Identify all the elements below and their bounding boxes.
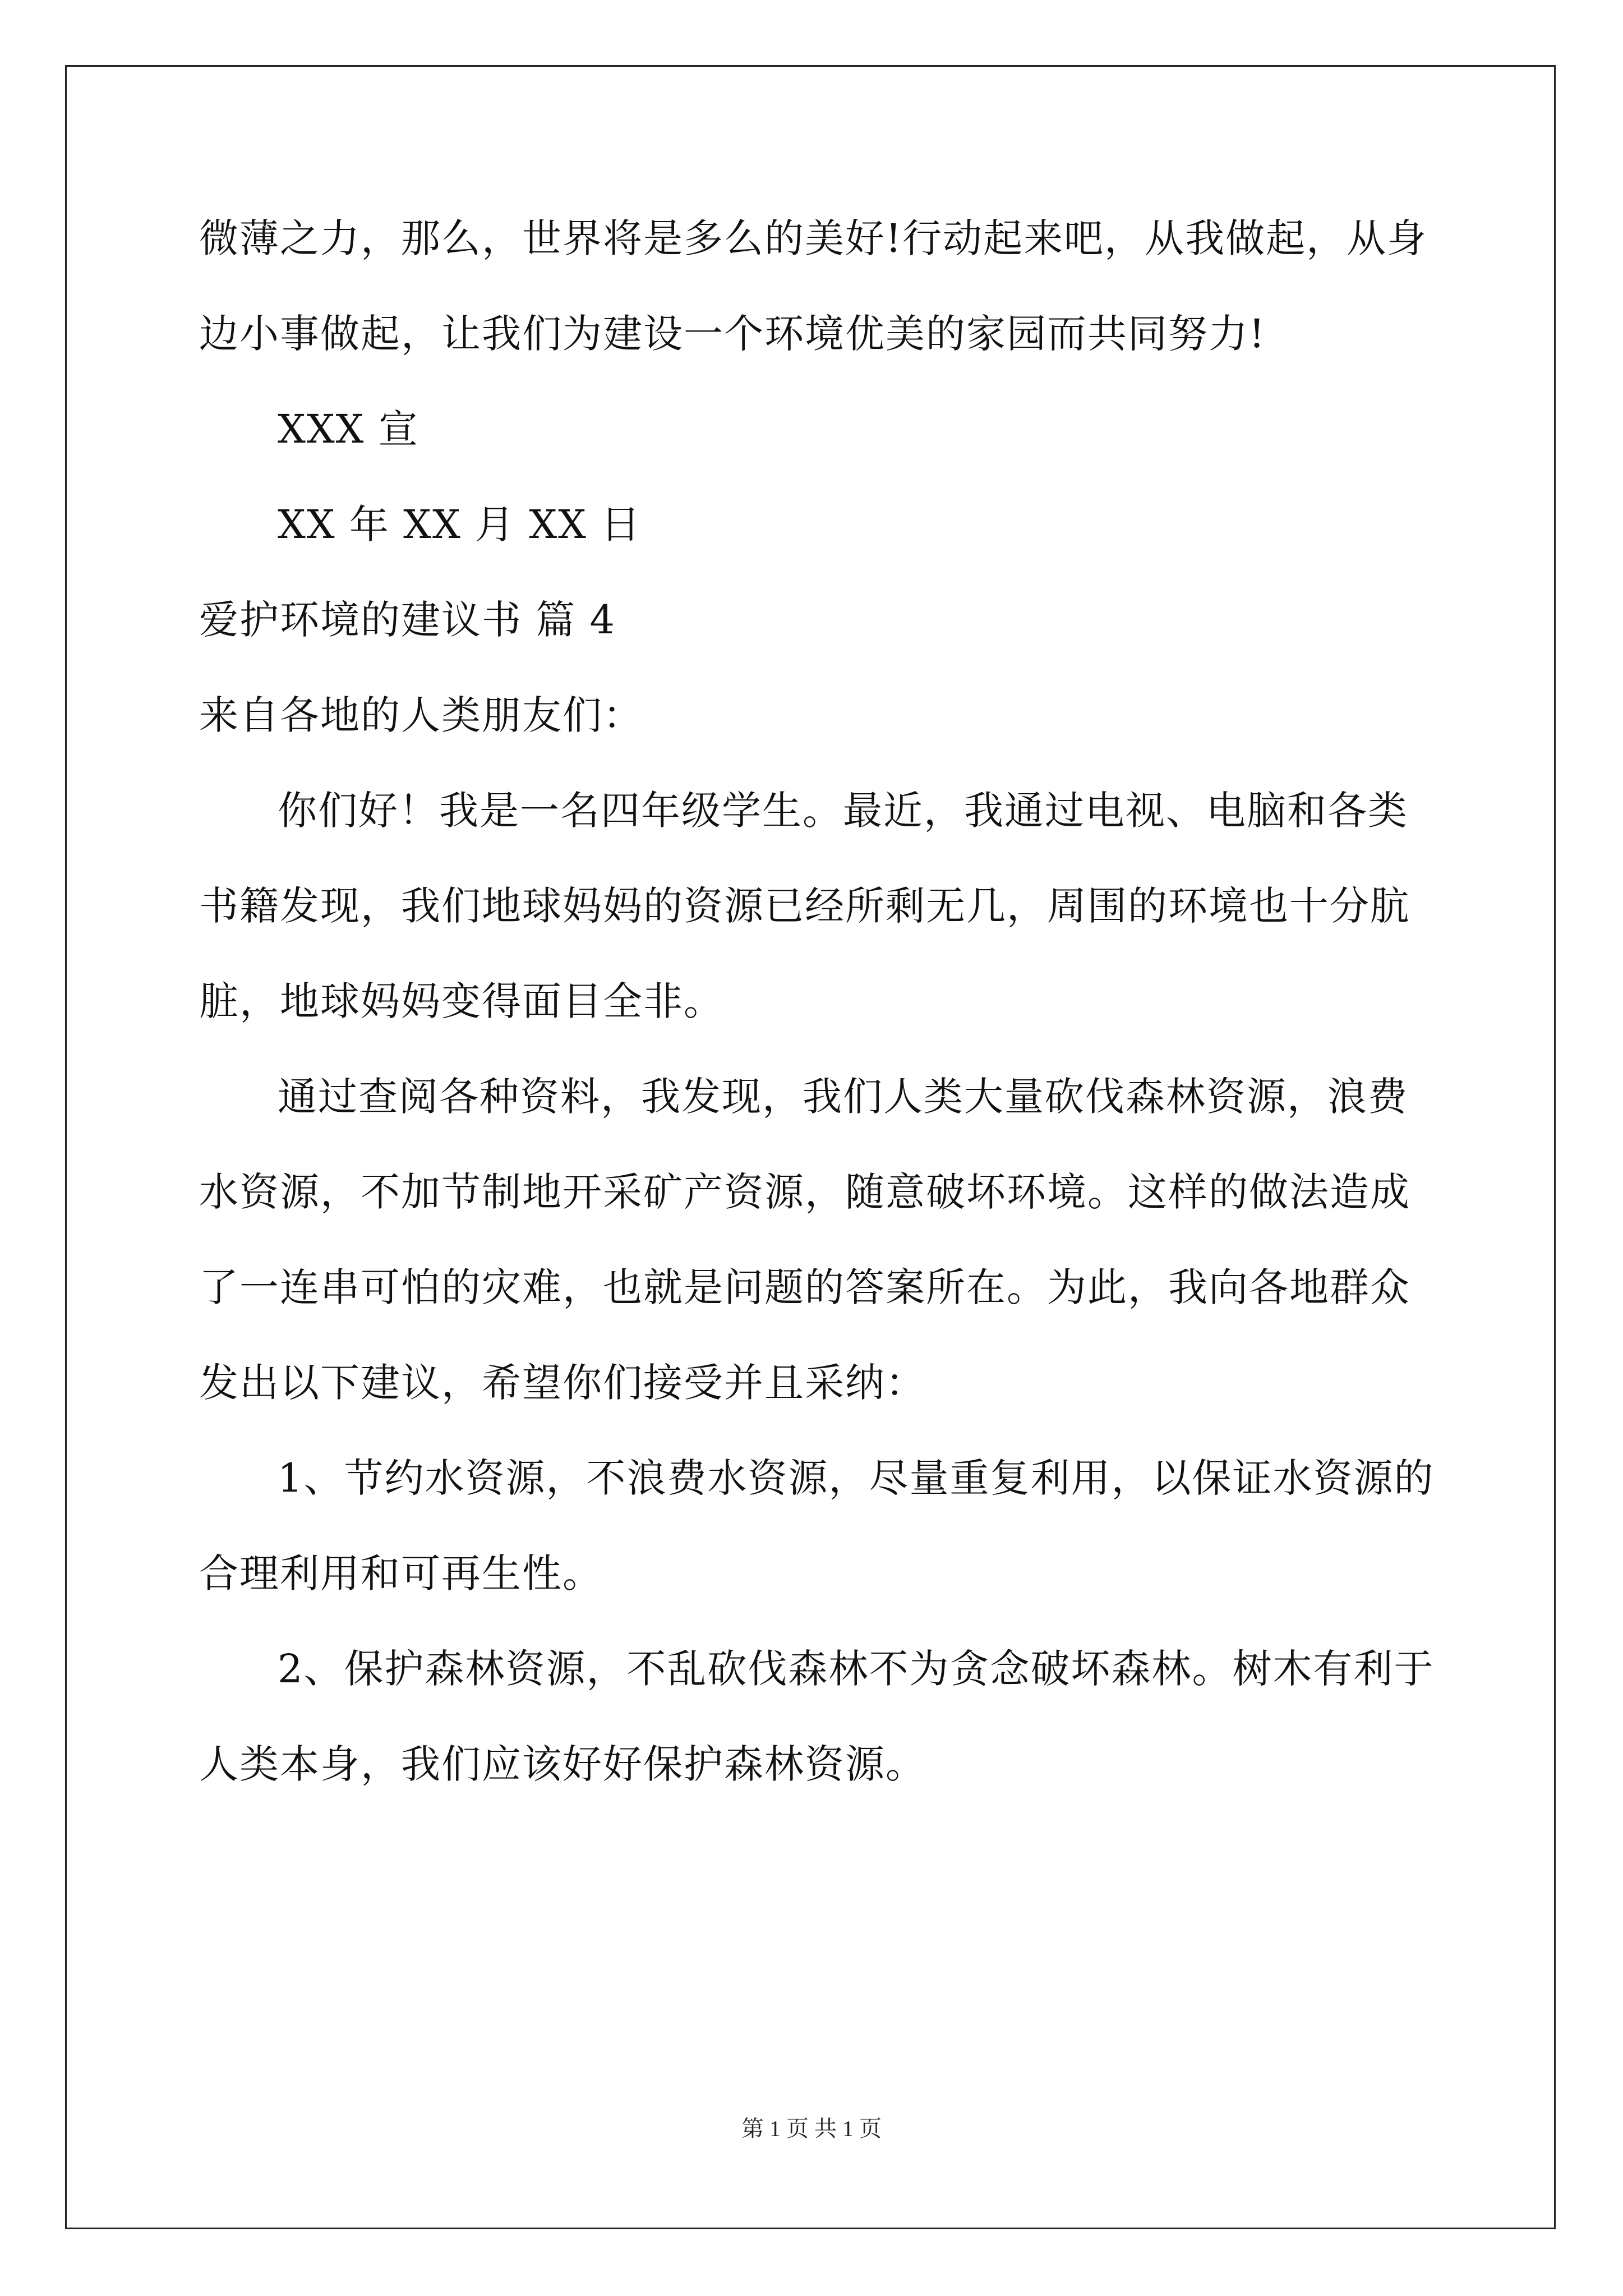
text-line: 微薄之力，那么，世界将是多么的美好!行动起来吧，从我做起，从身 [199,215,1428,261]
text-line: 通过查阅各种资料，我发现，我们人类大量砍伐森林资源，浪费 [278,1074,1408,1120]
list-item-line: 1、节约水资源，不浪费水资源，尽量重复利用，以保证水资源的 [278,1455,1435,1501]
text-line: 边小事做起，让我们为建设一个环境优美的家园而共同努力! [199,311,1266,357]
date-line: XX 年 XX 月 XX 日 [278,501,642,547]
signature-line: XXX 宣 [278,406,419,452]
text-line: 你们好！我是一名四年级学生。最近，我通过电视、电脑和各类 [278,788,1408,834]
page-border [65,65,1556,2229]
list-item-line: 人类本身，我们应该好好保护森林资源。 [199,1741,926,1787]
text-line: 书籍发现，我们地球妈妈的资源已经所剩无几，周围的环境也十分肮 [199,883,1410,929]
list-item-line: 2、保护森林资源，不乱砍伐森林不为贪念破坏森林。树木有利于 [278,1646,1435,1692]
section-heading: 爱护环境的建议书 篇 4 [199,597,616,643]
page-number-footer: 第 1 页 共 1 页 [741,2116,882,2141]
text-line: 水资源，不加节制地开采矿产资源，随意破坏环境。这样的做法造成 [199,1169,1410,1215]
text-line: 脏，地球妈妈变得面目全非。 [199,978,724,1024]
list-item-line: 合理利用和可再生性。 [199,1550,603,1596]
text-line: 了一连串可怕的灾难，也就是问题的答案所在。为此，我向各地群众 [199,1264,1410,1310]
text-line: 发出以下建议，希望你们接受并且采纳： [199,1360,926,1406]
salutation: 来自各地的人类朋友们： [199,692,643,738]
